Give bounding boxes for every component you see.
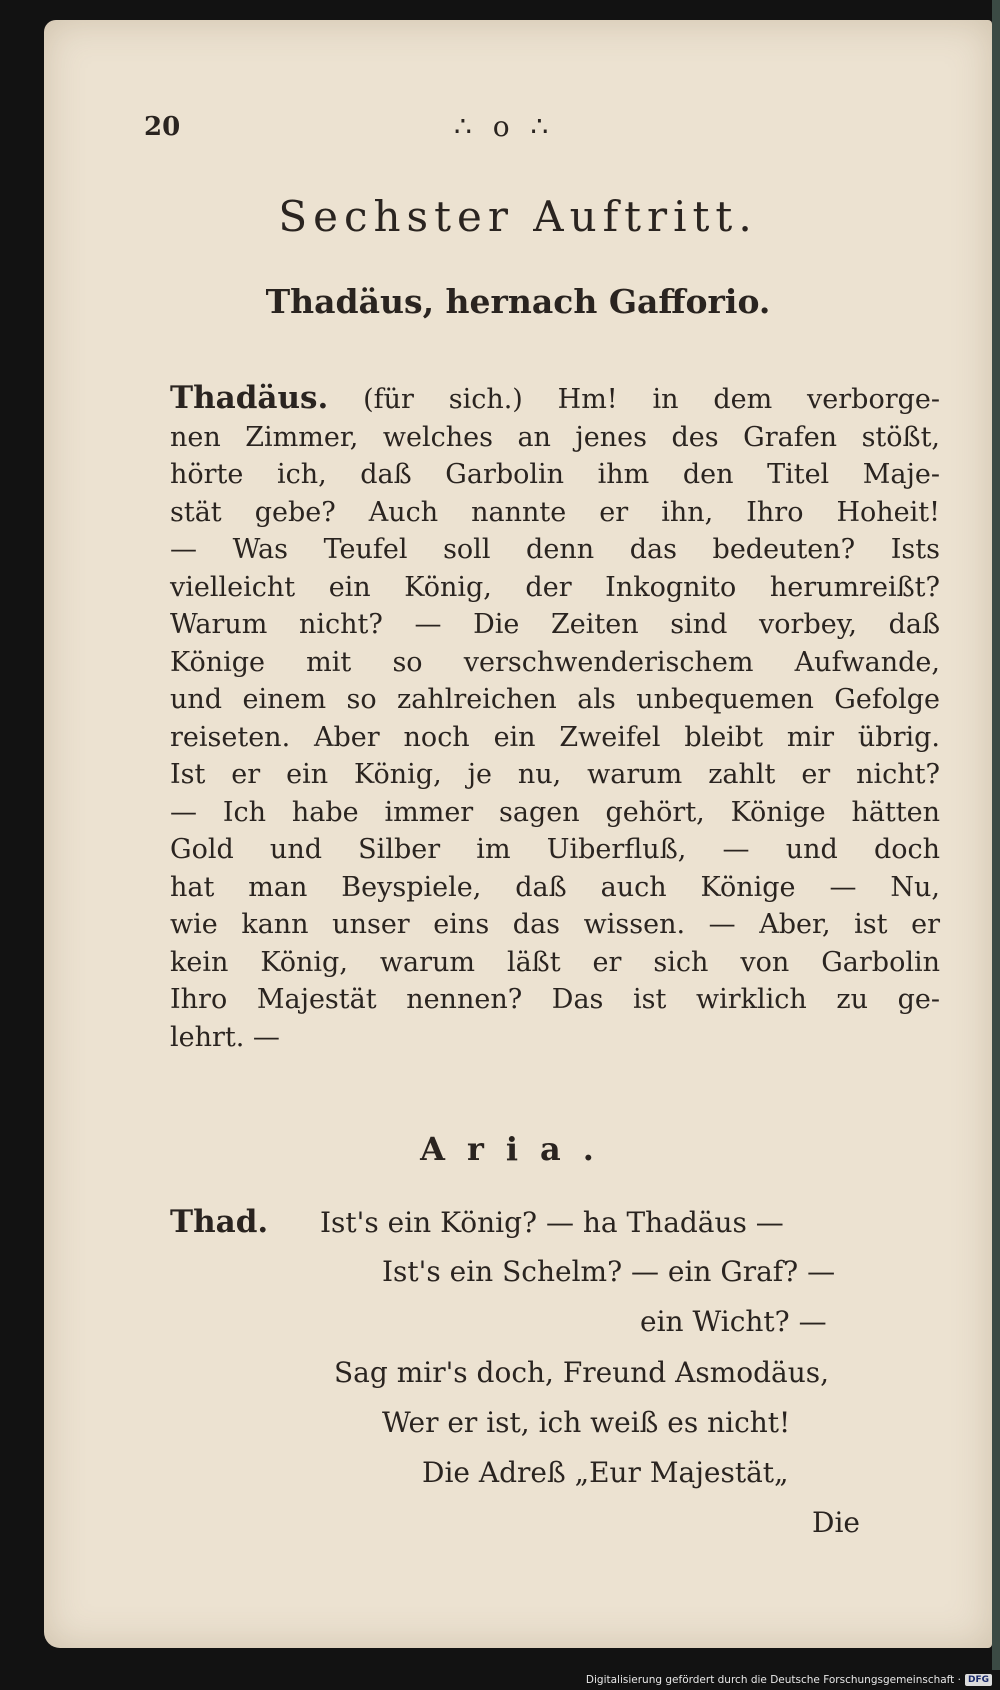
monologue-line: und einem so zahlreichen als unbequemen Gefolge — [170, 684, 940, 715]
monologue-line: Ist er ein König, je nu, warum zahlt er nicht? — [170, 759, 940, 790]
monologue-line: hörte ich, daß Garbolin ihm den Titel Maje- — [170, 459, 940, 490]
book-edge — [992, 0, 1000, 1670]
verse-line: ein Wicht? — — [640, 1305, 827, 1338]
monologue-first-line — [170, 380, 940, 419]
page-header — [44, 110, 992, 150]
monologue-line: Ihro Majestät nennen? Das ist wirklich zu ge- — [170, 984, 940, 1015]
speaker-name: Thadäus. — [170, 380, 329, 416]
header-ornament: ∴ o ∴ — [454, 110, 555, 143]
monologue-line: Warum nicht? — Die Zeiten sind vorbey, daß — [170, 609, 940, 640]
credit-text: Digitalisierung gefördert durch die Deutsche Forschungsgemeinschaft · — [585, 1674, 961, 1686]
monologue-line: lehrt. — — [170, 1021, 280, 1053]
monologue-line: vielleicht ein König, der Inkognito herumreißt? — [170, 571, 940, 603]
verse-line: Die Adreß „Eur Majestät„ — [422, 1456, 789, 1489]
aria-title: Aria. — [420, 1130, 616, 1168]
scene-title: Sechster Auftritt. — [278, 192, 758, 241]
monologue-line: stät gebe? Auch nannte er ihn, Ihro Hoheit! — [170, 496, 940, 528]
verse-line: Ist's ein Schelm? — ein Graf? — — [382, 1255, 836, 1288]
monologue-line: Könige mit so verschwenderischem Aufwande, — [170, 646, 940, 678]
verse-line: Wer er ist, ich weiß es nicht! — [382, 1406, 791, 1439]
monologue-line: — Ich habe immer sagen gehört, Könige hätten — [170, 796, 940, 828]
monologue-line: — Was Teufel soll denn das bedeuten? Ists — [170, 534, 940, 565]
verse-line: Sag mir's doch, Freund Asmodäus, — [334, 1356, 830, 1389]
stage-direction: (für sich.) Hm! in dem verborge- — [363, 384, 940, 415]
monologue-line: hat man Beyspiele, daß auch Könige — Nu, — [170, 871, 940, 903]
aria-speaker: Thad. — [170, 1204, 269, 1240]
monologue-line: wie kann unser eins das wissen. — Aber, ist er — [170, 909, 940, 940]
monologue-line: nen Zimmer, welches an jenes des Grafen stößt, — [170, 421, 940, 453]
catchword: Die — [812, 1506, 860, 1539]
monologue — [170, 380, 940, 1056]
monologue-line: reiseten. Aber noch ein Zweifel bleibt mir übrig. — [170, 721, 940, 753]
book-page — [44, 20, 992, 1648]
verse-line: Ist's ein König? — ha Thadäus — — [320, 1206, 784, 1239]
scene-characters: Thadäus, hernach Gafforio. — [265, 282, 771, 321]
page-number: 20 — [144, 112, 181, 142]
dfg-logo: DFG — [965, 1674, 992, 1686]
monologue-line: kein König, warum läßt er sich von Garbolin — [170, 946, 940, 978]
digitization-credit — [586, 1670, 992, 1690]
monologue-line: Gold und Silber im Uiberfluß, — und doch — [170, 834, 940, 865]
